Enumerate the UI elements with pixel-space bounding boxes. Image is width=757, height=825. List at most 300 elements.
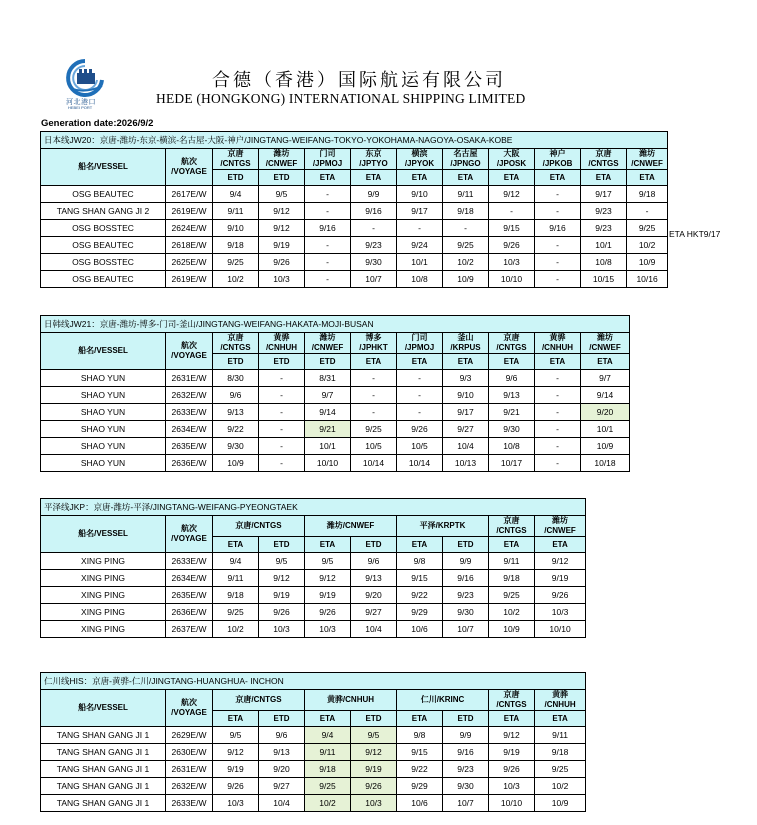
port-header — [627, 149, 668, 170]
schedule-date-cell: - — [351, 370, 397, 387]
port-code: /CNTGS — [496, 526, 527, 535]
port-name: 潍坊/CNWEF — [326, 521, 375, 530]
schedule-date-cell: 10/3 — [259, 621, 305, 638]
company-name-cn: 合德（香港）国际航运有限公司 — [212, 70, 506, 91]
port-header — [581, 149, 627, 170]
vessel-column-header: 船名/VESSEL — [41, 149, 166, 186]
table-row — [41, 438, 630, 455]
schedule-date-cell: 10/3 — [489, 254, 535, 271]
voyage-number: 2633E/W — [166, 795, 213, 812]
schedule-date-cell: 10/1 — [581, 237, 627, 254]
schedule-table-jw20 — [40, 131, 668, 288]
schedule-date-cell: 9/21 — [489, 404, 535, 421]
schedule-date-cell: - — [305, 203, 351, 220]
vessel-name: OSG BOSSTEC — [41, 254, 166, 271]
schedule-date-cell: 10/3 — [259, 271, 305, 288]
eta-etd-label: ETD — [351, 537, 397, 553]
schedule-date-cell: 10/7 — [443, 621, 489, 638]
schedule-date-cell: 9/3 — [443, 370, 489, 387]
voyage-header-en: /VOYAGE — [171, 351, 207, 360]
voyage-number: 2636E/W — [166, 604, 213, 621]
schedule-date-cell: - — [535, 387, 581, 404]
port-name: 名古屋 — [453, 149, 478, 158]
schedule-date-cell: 10/9 — [535, 795, 586, 812]
port-name: 潍坊 — [597, 333, 613, 342]
eta-etd-label: ETD — [443, 711, 489, 727]
port-name: 釜山 — [457, 333, 474, 342]
schedule-date-cell: 9/20 — [581, 404, 630, 421]
schedule-date-cell: 9/8 — [397, 727, 443, 744]
schedule-date-cell: 9/5 — [305, 553, 351, 570]
schedule-date-cell: 9/19 — [489, 744, 535, 761]
voyage-number: 2625E/W — [166, 254, 213, 271]
schedule-date-cell: 9/25 — [305, 778, 351, 795]
vessel-name: SHAO YUN — [41, 387, 166, 404]
port-name: 黄骅 — [549, 333, 566, 342]
port-name: 东京 — [365, 149, 382, 158]
voyage-column-header — [166, 516, 213, 553]
schedule-date-cell: 10/14 — [397, 455, 443, 472]
route-code-label: 仁川线HIS： — [44, 676, 93, 686]
eta-etd-label: ETA — [535, 354, 581, 370]
port-header — [397, 516, 489, 537]
schedule-date-cell: 9/10 — [397, 186, 443, 203]
voyage-number: 2619E/W — [166, 203, 213, 220]
table-row — [41, 455, 630, 472]
schedule-date-cell: - — [535, 271, 581, 288]
port-code: /CNHUH — [544, 700, 576, 709]
port-header — [489, 333, 535, 354]
schedule-date-cell: 10/9 — [443, 271, 489, 288]
eta-etd-label: ETA — [443, 354, 489, 370]
port-header — [259, 333, 305, 354]
table-row — [41, 203, 668, 220]
table-row — [41, 795, 586, 812]
schedule-date-cell: 9/13 — [351, 570, 397, 587]
voyage-number: 2629E/W — [166, 727, 213, 744]
schedule-date-cell: 10/8 — [397, 271, 443, 288]
schedule-date-cell: 9/16 — [351, 203, 397, 220]
schedule-date-cell: 9/5 — [351, 727, 397, 744]
port-header — [535, 516, 586, 537]
voyage-column-header — [166, 333, 213, 370]
schedule-date-cell: 9/4 — [213, 186, 259, 203]
schedule-date-cell: - — [627, 203, 668, 220]
port-code: /JPKOB — [542, 159, 573, 168]
vessel-name: TANG SHAN GANG JI 1 — [41, 778, 166, 795]
eta-etd-label: ETD — [213, 170, 259, 186]
port-name: 门司 — [319, 149, 336, 158]
schedule-date-cell: - — [535, 438, 581, 455]
voyage-number: 2617E/W — [166, 186, 213, 203]
port-code: /CNTGS — [588, 159, 619, 168]
port-header — [397, 690, 489, 711]
schedule-date-cell: - — [397, 220, 443, 237]
schedule-date-cell: 9/26 — [535, 587, 586, 604]
schedule-date-cell: 9/12 — [213, 744, 259, 761]
schedule-date-cell: - — [305, 254, 351, 271]
schedule-date-cell: 9/12 — [489, 727, 535, 744]
schedule-date-cell: 9/11 — [213, 570, 259, 587]
schedule-date-cell: 9/26 — [259, 254, 305, 271]
schedule-date-cell: 9/16 — [535, 220, 581, 237]
port-header — [305, 516, 397, 537]
voyage-number: 2635E/W — [166, 438, 213, 455]
table-row — [41, 237, 668, 254]
eta-etd-label: ETD — [351, 711, 397, 727]
schedule-date-cell: 9/30 — [213, 438, 259, 455]
eta-etd-label: ETD — [259, 354, 305, 370]
schedule-date-cell: 9/30 — [443, 778, 489, 795]
schedule-date-cell: - — [305, 186, 351, 203]
port-name: 京唐 — [595, 149, 612, 158]
schedule-date-cell: 9/20 — [259, 761, 305, 778]
vessel-column-header: 船名/VESSEL — [41, 690, 166, 727]
schedule-date-cell: 9/22 — [397, 587, 443, 604]
table-row — [41, 271, 668, 288]
schedule-date-cell: 9/18 — [627, 186, 668, 203]
schedule-date-cell: 10/9 — [627, 254, 668, 271]
schedule-date-cell: 9/9 — [351, 186, 397, 203]
port-header — [489, 149, 535, 170]
port-header — [351, 149, 397, 170]
schedule-date-cell: 9/18 — [443, 203, 489, 220]
voyage-number: 2633E/W — [166, 404, 213, 421]
schedule-date-cell: 9/13 — [489, 387, 535, 404]
generation-date: Generation date:2026/9/2 — [41, 118, 154, 129]
port-header — [581, 333, 630, 354]
schedule-date-cell: 10/5 — [397, 438, 443, 455]
port-header — [351, 333, 397, 354]
port-header-row — [41, 690, 586, 711]
schedule-date-cell: - — [305, 271, 351, 288]
route-title: 京唐-潍坊-东京-横滨-名古屋-大阪-神户/JINGTANG-WEIFANG-TOKYO-YOKOHAMA-NAGOYA-OSAKA-KOBE — [99, 135, 513, 145]
voyage-header-en: /VOYAGE — [171, 534, 207, 543]
schedule-date-cell: 10/6 — [397, 621, 443, 638]
schedule-date-cell: 9/13 — [259, 744, 305, 761]
voyage-number: 2632E/W — [166, 778, 213, 795]
schedule-date-cell: 9/25 — [535, 761, 586, 778]
schedule-date-cell: - — [351, 387, 397, 404]
schedule-date-cell: 8/30 — [213, 370, 259, 387]
schedule-date-cell: - — [535, 186, 581, 203]
schedule-date-cell: 10/7 — [351, 271, 397, 288]
schedule-date-cell: 9/6 — [489, 370, 535, 387]
port-code: /CNWEF — [631, 159, 663, 168]
eta-etd-label: ETA — [535, 170, 581, 186]
schedule-date-cell: 9/6 — [213, 387, 259, 404]
vessel-name: SHAO YUN — [41, 404, 166, 421]
schedule-date-cell: 10/2 — [305, 795, 351, 812]
schedule-date-cell: - — [259, 421, 305, 438]
eta-etd-label: ETA — [443, 170, 489, 186]
voyage-number: 2618E/W — [166, 237, 213, 254]
port-name: 潍坊 — [273, 149, 290, 158]
schedule-date-cell: 9/18 — [213, 587, 259, 604]
eta-etd-label: ETD — [213, 354, 259, 370]
schedule-date-cell: 9/19 — [259, 587, 305, 604]
port-code: /CNHUH — [541, 343, 574, 352]
schedule-date-cell: 10/14 — [351, 455, 397, 472]
schedule-date-cell: 10/1 — [581, 421, 630, 438]
schedule-date-cell: 9/24 — [397, 237, 443, 254]
schedule-date-cell: 9/12 — [489, 186, 535, 203]
eta-hkt-note: ETA HKT9/17 — [669, 229, 721, 239]
port-name: 京唐 — [503, 333, 520, 342]
schedule-date-cell: 9/12 — [535, 553, 586, 570]
schedule-date-cell: 10/8 — [489, 438, 535, 455]
eta-etd-label: ETD — [259, 711, 305, 727]
eta-etd-label: ETA — [305, 537, 351, 553]
vessel-name: XING PING — [41, 621, 166, 638]
schedule-date-cell: - — [535, 203, 581, 220]
voyage-header-cn: 航次 — [181, 698, 197, 707]
schedule-date-cell: 9/23 — [351, 237, 397, 254]
schedule-date-cell: 9/19 — [535, 570, 586, 587]
eta-etd-label: ETA — [213, 711, 259, 727]
schedule-date-cell: 9/12 — [305, 570, 351, 587]
schedule-date-cell: 9/23 — [443, 587, 489, 604]
schedule-date-cell: 10/2 — [443, 254, 489, 271]
table-row — [41, 587, 586, 604]
schedule-date-cell: 10/5 — [351, 438, 397, 455]
schedule-table-jw21 — [40, 315, 630, 472]
vessel-name: TANG SHAN GANG JI 1 — [41, 795, 166, 812]
eta-etd-label: ETA — [581, 170, 627, 186]
port-header-row — [41, 149, 668, 170]
table-row — [41, 370, 630, 387]
route-code-label: 平泽线JKP： — [44, 502, 94, 512]
vessel-name: OSG BEAUTEC — [41, 186, 166, 203]
schedule-table-jkp — [40, 498, 586, 638]
schedule-date-cell: 9/25 — [489, 587, 535, 604]
schedule-date-cell: 9/4 — [213, 553, 259, 570]
schedule-date-cell: 10/2 — [535, 778, 586, 795]
schedule-date-cell: 9/12 — [259, 220, 305, 237]
port-code: /CNTGS — [220, 159, 251, 168]
schedule-date-cell: 9/11 — [443, 186, 489, 203]
schedule-date-cell: 9/17 — [581, 186, 627, 203]
port-name: 京唐 — [227, 333, 244, 342]
table-row — [41, 186, 668, 203]
schedule-date-cell: - — [535, 404, 581, 421]
schedule-date-cell: 9/21 — [305, 421, 351, 438]
port-code: /CNTGS — [496, 700, 527, 709]
schedule-date-cell: 9/19 — [305, 587, 351, 604]
port-name: 京唐/CNTGS — [235, 521, 282, 530]
table-row — [41, 570, 586, 587]
eta-etd-label: ETD — [305, 354, 351, 370]
route-title: 京唐-潍坊-平泽/JINGTANG-WEIFANG-PYEONGTAEK — [93, 502, 298, 512]
port-header — [213, 333, 259, 354]
vessel-name: SHAO YUN — [41, 421, 166, 438]
eta-etd-label: ETA — [489, 354, 535, 370]
eta-etd-label: ETA — [351, 354, 397, 370]
schedule-date-cell: 9/26 — [305, 604, 351, 621]
schedule-date-cell: 9/17 — [443, 404, 489, 421]
schedule-date-cell: 10/17 — [489, 455, 535, 472]
schedule-date-cell: 9/11 — [213, 203, 259, 220]
schedule-date-cell: - — [259, 387, 305, 404]
schedule-date-cell: 10/13 — [443, 455, 489, 472]
schedule-date-cell: 9/15 — [397, 570, 443, 587]
table-row — [41, 553, 586, 570]
schedule-date-cell: - — [535, 254, 581, 271]
port-header — [305, 333, 351, 354]
schedule-date-cell: 9/13 — [213, 404, 259, 421]
schedule-date-cell: - — [397, 387, 443, 404]
table-row — [41, 254, 668, 271]
schedule-date-cell: 9/30 — [443, 604, 489, 621]
schedule-date-cell: - — [489, 203, 535, 220]
schedule-date-cell: 9/26 — [489, 761, 535, 778]
table-row — [41, 220, 668, 237]
port-code: /JPYOK — [404, 159, 435, 168]
vessel-name: SHAO YUN — [41, 370, 166, 387]
schedule-date-cell: - — [443, 220, 489, 237]
schedule-date-cell: 9/15 — [397, 744, 443, 761]
voyage-number: 2637E/W — [166, 621, 213, 638]
schedule-date-cell: 10/2 — [627, 237, 668, 254]
vessel-name: XING PING — [41, 604, 166, 621]
schedule-date-cell: 9/15 — [489, 220, 535, 237]
schedule-date-cell: 10/7 — [443, 795, 489, 812]
eta-etd-label: ETA — [627, 170, 668, 186]
port-code: /JPOSK — [496, 159, 527, 168]
schedule-date-cell: 10/10 — [489, 795, 535, 812]
voyage-header-cn: 航次 — [181, 524, 197, 533]
schedule-date-cell: 9/29 — [397, 604, 443, 621]
schedule-date-cell: 10/4 — [259, 795, 305, 812]
schedule-date-cell: 9/19 — [351, 761, 397, 778]
port-header — [259, 149, 305, 170]
schedule-date-cell: 9/23 — [581, 220, 627, 237]
schedule-date-cell: 10/18 — [581, 455, 630, 472]
eta-etd-label: ETA — [397, 170, 443, 186]
port-name: 京唐/CNTGS — [235, 695, 282, 704]
schedule-date-cell: 9/29 — [397, 778, 443, 795]
port-header — [489, 516, 535, 537]
voyage-number: 2634E/W — [166, 421, 213, 438]
voyage-number: 2633E/W — [166, 553, 213, 570]
route-code-label: 日本线JW20： — [44, 135, 100, 145]
port-code: /JPTYO — [359, 159, 388, 168]
eta-etd-label: ETA — [305, 711, 351, 727]
hebei-port-logo — [62, 58, 108, 110]
table-row — [41, 604, 586, 621]
schedule-date-cell: 9/23 — [443, 761, 489, 778]
port-header — [305, 149, 351, 170]
schedule-date-cell: 9/11 — [305, 744, 351, 761]
vessel-name: XING PING — [41, 587, 166, 604]
eta-etd-label: ETD — [443, 537, 489, 553]
schedule-table-his — [40, 672, 586, 812]
port-name: 博多 — [365, 333, 382, 342]
company-header — [62, 58, 582, 112]
route-title: 京唐-潍坊-博多-门司-釜山/JINGTANG-WEIFANG-HAKATA-MOJI-BUSAN — [99, 319, 374, 329]
schedule-date-cell: 9/27 — [443, 421, 489, 438]
port-header — [443, 149, 489, 170]
voyage-column-header — [166, 149, 213, 186]
schedule-date-cell: - — [351, 404, 397, 421]
port-header — [489, 690, 535, 711]
schedule-date-cell: 9/23 — [581, 203, 627, 220]
schedule-date-cell: 9/9 — [443, 553, 489, 570]
port-header-row — [41, 516, 586, 537]
schedule-date-cell: 9/18 — [489, 570, 535, 587]
port-code: /CNWEF — [265, 159, 298, 168]
route-title: 京唐-黄骅-仁川/JINGTANG-HUANGHUA- INCHON — [92, 676, 284, 686]
vessel-name: OSG BOSSTEC — [41, 220, 166, 237]
schedule-date-cell: 9/18 — [535, 744, 586, 761]
port-code: /KRPUS — [450, 343, 481, 352]
schedule-date-cell: 10/1 — [397, 254, 443, 271]
voyage-number: 2619E/W — [166, 271, 213, 288]
schedule-date-cell: 9/26 — [351, 778, 397, 795]
schedule-date-cell: 10/10 — [489, 271, 535, 288]
schedule-date-cell: - — [259, 404, 305, 421]
voyage-number: 2624E/W — [166, 220, 213, 237]
voyage-header-cn: 航次 — [181, 341, 197, 350]
port-name: 京唐 — [227, 149, 244, 158]
port-code: /CNTGS — [220, 343, 251, 352]
schedule-date-cell: 9/25 — [443, 237, 489, 254]
schedule-date-cell: 9/11 — [489, 553, 535, 570]
schedule-date-cell: 9/11 — [535, 727, 586, 744]
eta-etd-label: ETA — [305, 170, 351, 186]
schedule-date-cell: 9/22 — [213, 421, 259, 438]
vessel-name: TANG SHAN GANG JI 1 — [41, 727, 166, 744]
schedule-date-cell: 9/12 — [351, 744, 397, 761]
port-name: 仁川/KRINC — [420, 695, 465, 704]
port-code: /JPMOJ — [404, 343, 435, 352]
port-name: 平泽/KRPTK — [419, 521, 466, 530]
port-code: /CNWEF — [544, 526, 576, 535]
schedule-date-cell: 9/10 — [443, 387, 489, 404]
schedule-date-cell: 9/18 — [213, 237, 259, 254]
port-name: 神户 — [549, 149, 566, 158]
logo-cn-text: 河北港口 — [66, 98, 96, 106]
schedule-date-cell: - — [397, 370, 443, 387]
schedule-date-cell: 10/4 — [443, 438, 489, 455]
schedule-date-cell: - — [535, 237, 581, 254]
schedule-date-cell: 10/6 — [397, 795, 443, 812]
voyage-number: 2634E/W — [166, 570, 213, 587]
schedule-date-cell: 10/3 — [351, 795, 397, 812]
schedule-date-cell: 9/10 — [213, 220, 259, 237]
vessel-column-header: 船名/VESSEL — [41, 333, 166, 370]
schedule-date-cell: 9/25 — [213, 254, 259, 271]
schedule-date-cell: 9/26 — [259, 604, 305, 621]
schedule-date-cell: 9/26 — [213, 778, 259, 795]
voyage-header-en: /VOYAGE — [171, 708, 207, 717]
vessel-name: XING PING — [41, 570, 166, 587]
schedule-date-cell: 10/4 — [351, 621, 397, 638]
port-name: 黄骅/CNHUH — [326, 695, 375, 704]
schedule-date-cell: 10/15 — [581, 271, 627, 288]
route-code-label: 日韩线JW21： — [44, 319, 100, 329]
eta-etd-label: ETA — [489, 170, 535, 186]
schedule-date-cell: 9/27 — [351, 604, 397, 621]
eta-etd-label: ETA — [397, 537, 443, 553]
port-code: /JPHKT — [359, 343, 388, 352]
schedule-date-cell: 9/25 — [627, 220, 668, 237]
eta-etd-label: ETA — [535, 711, 586, 727]
schedule-date-cell: 9/8 — [397, 553, 443, 570]
voyage-number: 2636E/W — [166, 455, 213, 472]
port-code: /JPNGO — [450, 159, 481, 168]
eta-etd-label: ETA — [535, 537, 586, 553]
